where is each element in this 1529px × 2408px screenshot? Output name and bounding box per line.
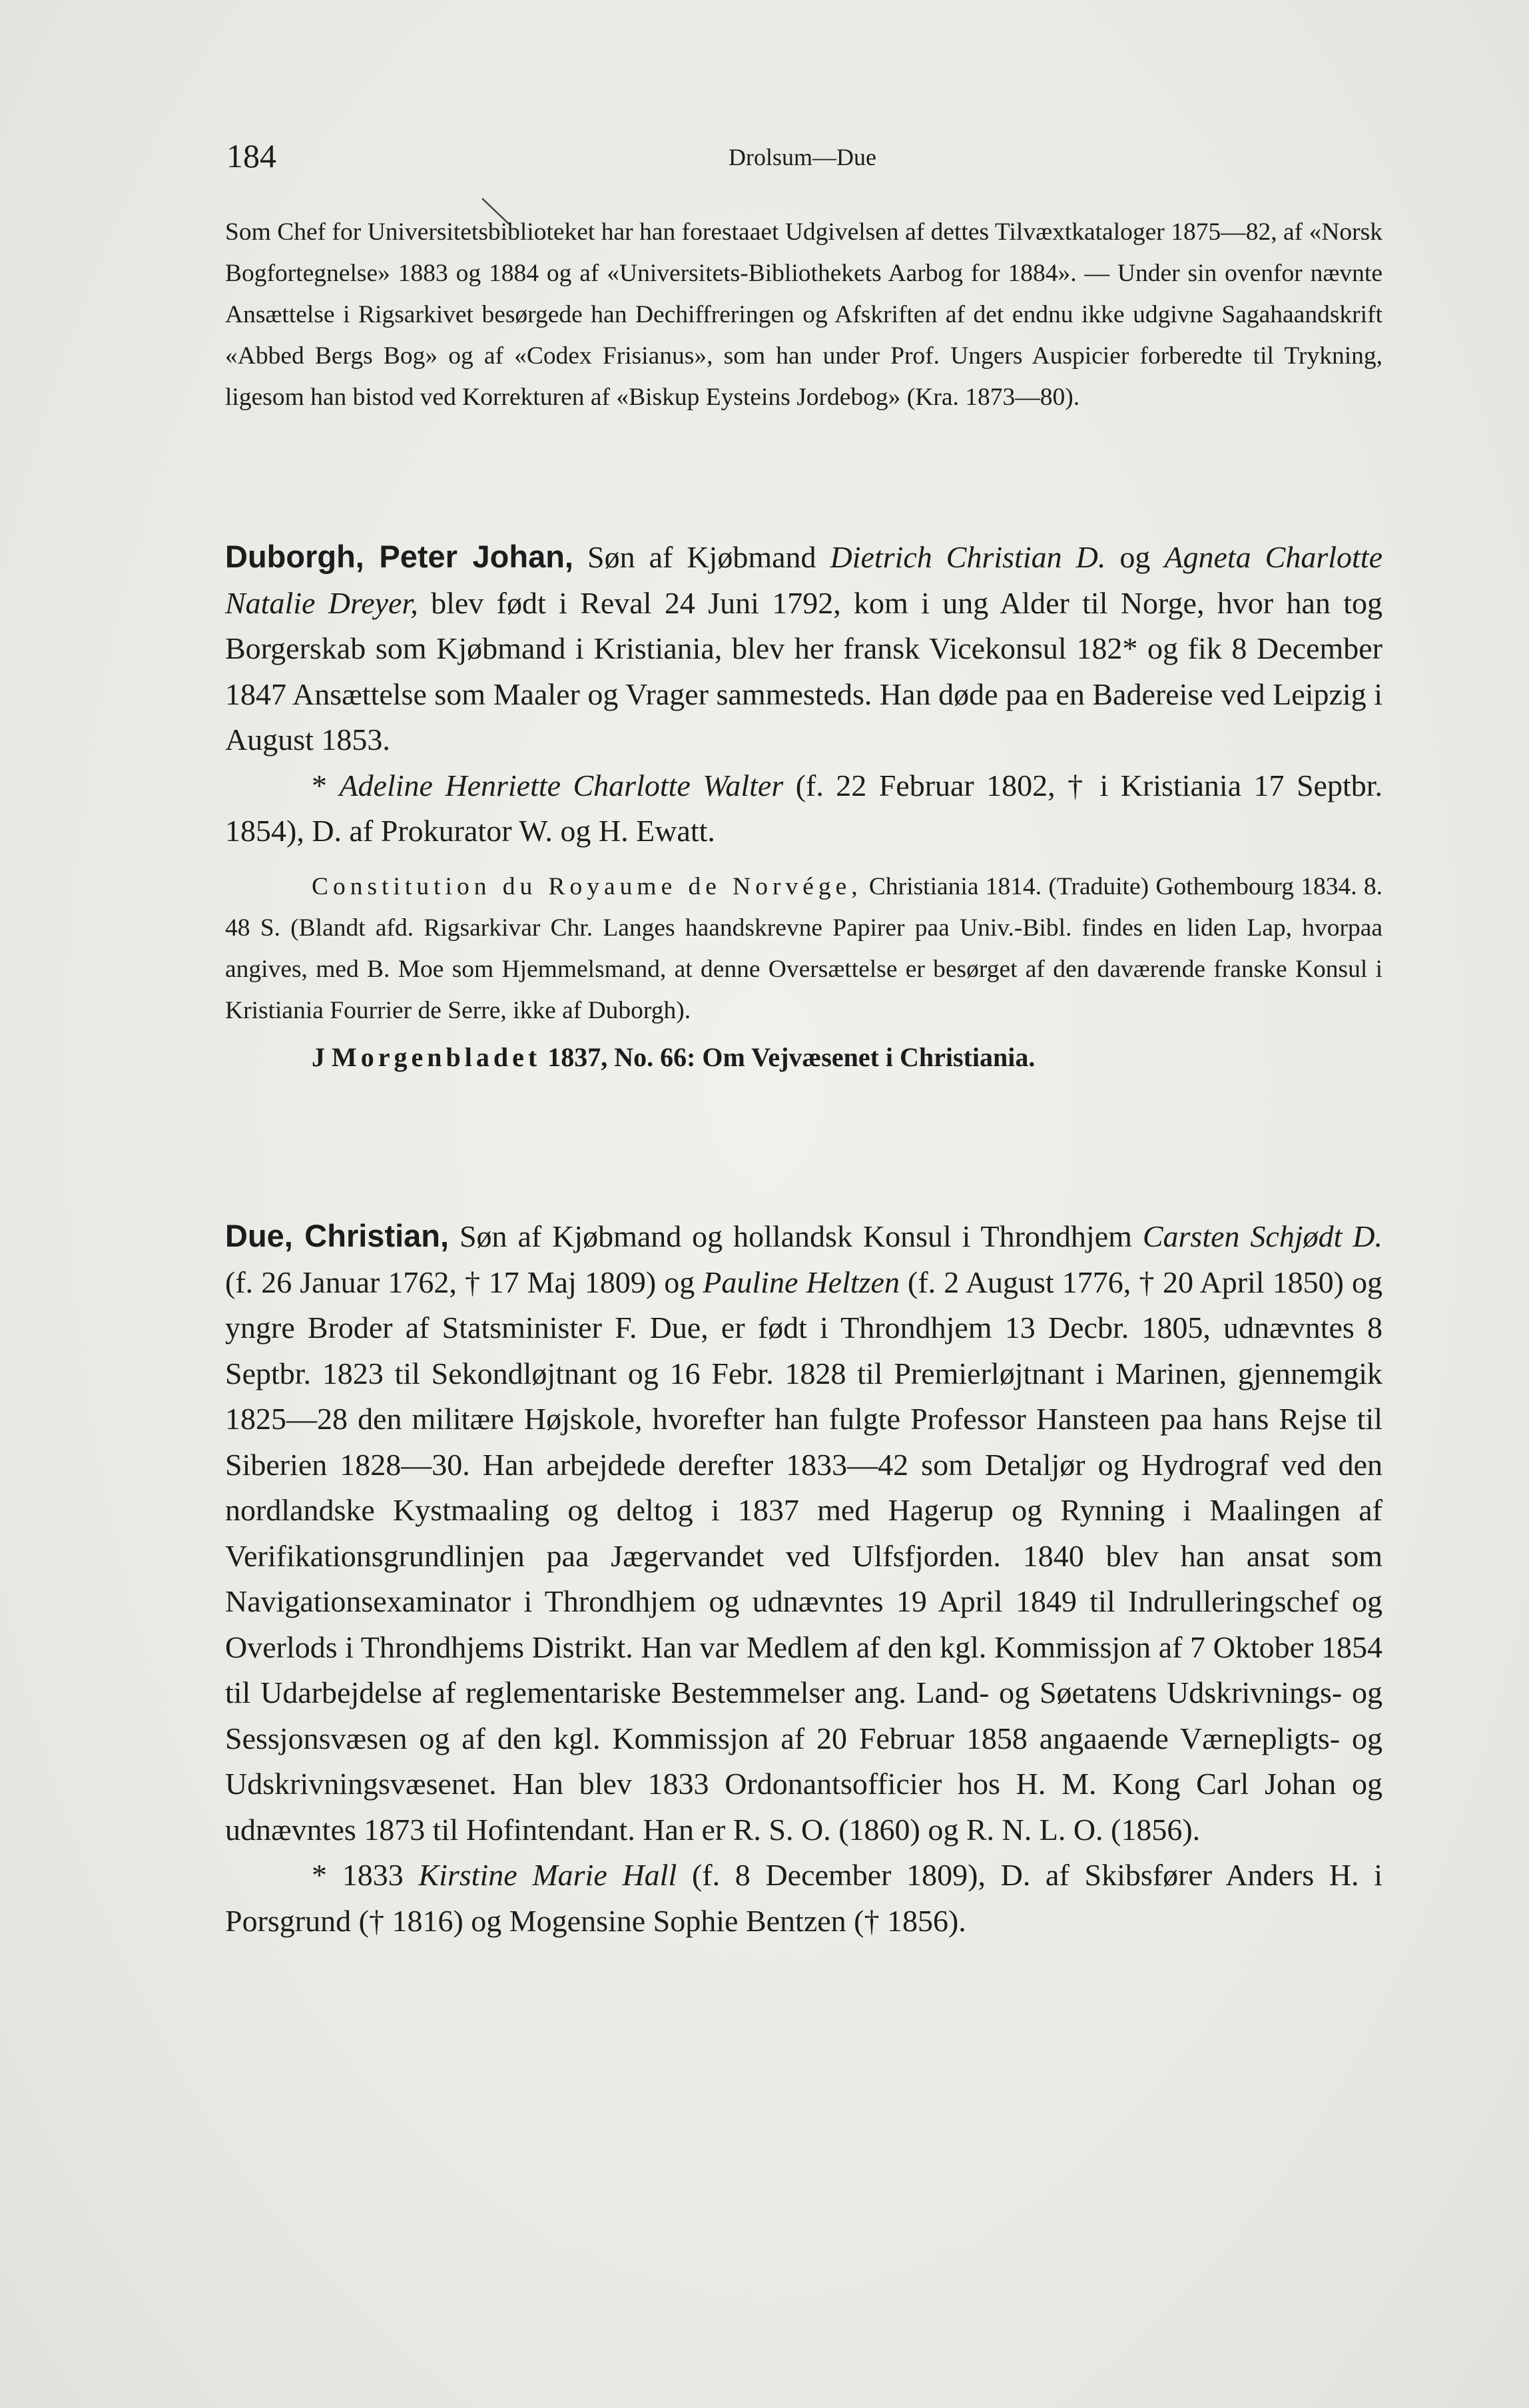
due-bio bbox=[225, 1213, 1382, 1853]
duborgh-marriage bbox=[225, 763, 1382, 854]
spouse-name: Adeline Henriette Charlotte Walter bbox=[339, 768, 784, 802]
intro-paragraph: Som Chef for Universitetsbiblioteket har han forestaaet Udgivelsen af dettes Tilvæxtkataloger 1875—82, af «Norsk Bogfortegnelse» 1883 og 1884 og af «Universitets-Bibliothekets Aarbog for 1884». — Under sin ovenfor nævnte Ansættelse i Rigsarkivet besørgede han Dechiffreringen og Afskriften af det endnu ikke udgivne Sagahaandskrift «Abbed Bergs Bog» og af «Codex Frisianus», som han under Prof. Ungers Auspicier forberedte til Trykning, ligesom han bistod ved Korrekturen af «Biskup Eysteins Jordebog» (Kra. 1873—80). bbox=[225, 218, 1382, 411]
newspaper-name: Morgenbladet bbox=[332, 1042, 541, 1072]
father-name: Carsten Schjødt D. bbox=[1142, 1219, 1383, 1253]
father-name: Dietrich Christian D. bbox=[830, 540, 1106, 574]
page-header bbox=[226, 137, 1378, 176]
entry-name: Duborgh, Peter Johan, bbox=[225, 539, 573, 574]
due-marriage bbox=[225, 1853, 1382, 1944]
marriage-star: * bbox=[312, 768, 327, 802]
duborgh-works bbox=[225, 866, 1382, 1032]
marriage-text: (f. 22 Februar 1802, † i Kristiania 17 Septbr. 1854), D. af Prokurator W. og H. Ewatt. bbox=[225, 768, 1383, 848]
work-title: Constitution du Royaume de Norvége, bbox=[312, 872, 862, 900]
bio-text: (f. 2 August 1776, † 20 April 1850) og yngre Broder af Statsminister F. Due, er født i Throndhjem 13 Decbr. 1805, udnævntes 8 Septbr. 1823 til Sekondløjtnant og 16 Febr. 1828 til Premierløjtnant i Marinen, gjennemgik 1825—28 den militære Højskole, hvorefter han fulgte Professor Hansteen paa hans Rejse til Siberien 1828—30. Han arbejdede derefter 1833—42 som Detaljør og Hydrograf ved den nordlandske Kystmaaling og deltog i 1837 med Hagerup og Rynning i Maalingen af Verifikationsgrundlinjen paa Jægervandet ved Ulfsfjorden. 1840 blev han ansat som Navigationsexaminator i Throndhjem og udnævntes 19 April 1849 til Indrulleringschef og Overlods i Throndhjems Distrikt. Han var Medlem af den kgl. Kommissjon af 7 Oktober 1854 til Udarbejdelse af reglementariske Bestemmelser ang. Land- og Søetatens Udskrivnings- og Sessjonsvæsen og af den kgl. Kommissjon af 20 Februar 1858 angaaende Værnepligts- og Udskrivningsvæsenet. Han blev 1833 Ordonantsofficier hos H. M. Kong Carl Johan og udnævntes 1873 til Hofintendant. Han er R. S. O. (1860) og R. N. L. O. (1856). bbox=[225, 1265, 1383, 1847]
entry-name: Due, Christian, bbox=[225, 1218, 450, 1253]
bio-text: Søn af Kjøbmand bbox=[587, 540, 816, 574]
mother-name: Pauline Heltzen bbox=[703, 1265, 900, 1299]
entry-duborgh bbox=[225, 534, 1382, 1078]
spouse-name: Kirstine Marie Hall bbox=[418, 1858, 677, 1892]
reference-text: 1837, No. 66: Om Vejvæsenet i Christiania. bbox=[547, 1042, 1036, 1072]
bio-text: blev født i Reval 24 Juni 1792, kom i ung Alder til Norge, hvor han tog Borgerskab som Kjøbmand i Kristiania, blev her fransk Vicekonsul 182* og fik 8 December 1847 Ansættelse som Maaler og Vrager sammesteds. Han døde paa en Badereise ved Leipzig i August 1853. bbox=[225, 585, 1382, 756]
page-number: 184 bbox=[226, 137, 276, 174]
bio-text: (f. 26 Januar 1762, † 17 Maj 1809) og bbox=[225, 1265, 695, 1299]
work-text: Christiania 1814. (Traduite) Gothembourg 1834. 8. 48 S. (Blandt afd. Rigsarkivar Chr. Langes haandskrevne Papirer paa Univ.-Bibl. findes en liden Lap, hvorpaa angives, med B. Moe som Hjemmelsmand, at denne Oversættelse er besørget af den daværende franske Konsul i Kristiania Fourrier de Serre, ikke af Duborgh). bbox=[225, 872, 1383, 1024]
entry-due bbox=[225, 1213, 1382, 1944]
running-head: Drolsum—Due bbox=[729, 144, 876, 170]
bio-text: og bbox=[1119, 540, 1151, 574]
mother-name: Agneta Charlotte Natalie Dreyer, bbox=[225, 540, 1382, 620]
bio-text: Søn af Kjøbmand og hollandsk Konsul i Throndhjem bbox=[459, 1219, 1132, 1253]
marriage-lead: * 1833 bbox=[312, 1858, 404, 1892]
intro-section bbox=[225, 212, 1382, 418]
duborgh-reference bbox=[225, 1037, 1382, 1078]
reference-lead: J bbox=[312, 1042, 325, 1072]
marriage-text: (f. 8 December 1809), D. af Skibsfører Anders H. i Porsgrund († 1816) og Mogensine Sophie Bentzen († 1856). bbox=[225, 1858, 1383, 1938]
duborgh-bio bbox=[225, 534, 1382, 763]
